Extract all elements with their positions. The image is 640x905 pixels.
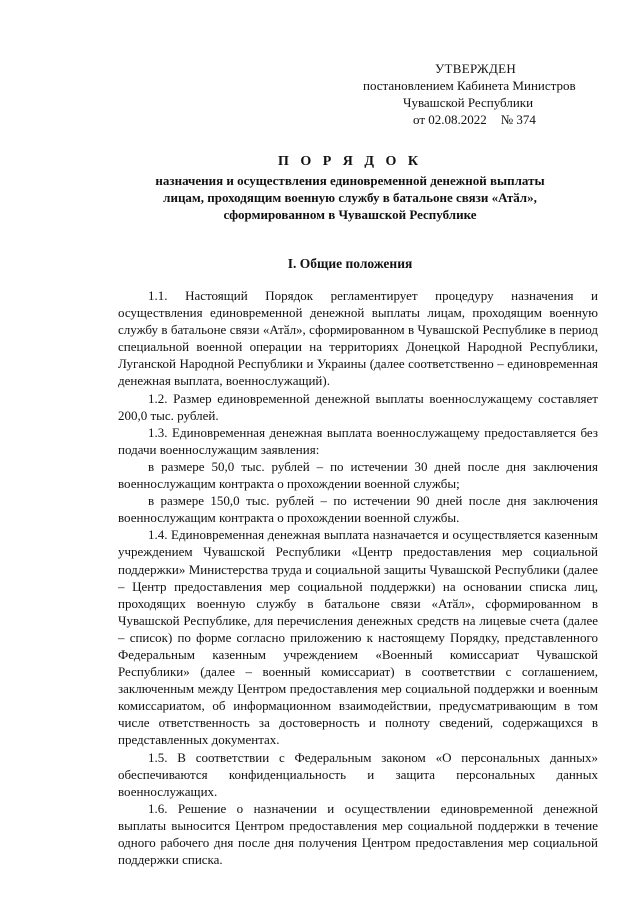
approval-region: Чувашской Республики <box>403 95 534 110</box>
title-subtitle-line-3: сформированном в Чувашской Республике <box>223 207 477 222</box>
approval-date-number <box>355 111 615 128</box>
paragraph-1-1: 1.1. Настоящий Порядок регламентирует процедуру назначения и осуществления единовременной денежной выплаты лицам, проходящим военную службу в батальоне связи «Атӑл», сформированном в Чувашской Республике в период специальной военной операции на территориях Донецкой Народной Республики, Луганской Народной Республики и Украины (далее соответственно – единовременная денежная выплата, военнослужащий). <box>118 288 598 389</box>
approval-authority: постановлением Кабинета Министров <box>363 78 576 93</box>
title-main: П О Р Я Д О К <box>277 154 423 169</box>
paragraph-1-3-item-1: в размере 50,0 тыс. рублей – по истечении 30 дней после дня заключения военнослужащим контракта о прохождении военной службы; <box>118 458 598 492</box>
paragraph-1-2: 1.2. Размер единовременной денежной выплаты военнослужащему составляет 200,0 тыс. рублей. <box>118 390 598 423</box>
paragraph-1-3: 1.3. Единовременная денежная выплата военнослужащему предоставляется без подачи военнослужащим заявления: <box>118 424 598 457</box>
title-subtitle-line-2: лицам, проходящим военную службу в батальоне связи «Атӑл», <box>163 190 537 205</box>
paragraph-1-3-item-2: в размере 150,0 тыс. рублей – по истечении 90 дней после дня заключения военнослужащим контракта о прохождении военной службы. <box>118 493 598 526</box>
document-title <box>100 152 600 223</box>
title-subtitle-line-1: назначения и осуществления единовременной денежной выплаты <box>155 173 545 188</box>
approval-heading: УТВЕРЖДЕН <box>435 61 517 76</box>
document-body <box>118 287 598 868</box>
paragraph-1-4: 1.4. Единовременная денежная выплата назначается и осуществляется казенным учреждением Чувашской Республики «Центр предоставления мер социальной поддержки» Министерства труда и социальной защиты Чувашской Республики (далее – Центр предоставления мер социальной поддержки) на основании списка лиц, проходящих военную службу в батальоне связи «Атӑл», сформированном в Чувашской Республике, для перечисления денежных средств на лицевые счета (далее – список) по форме согласно приложению к настоящему Порядку, представленного Федеральным казенным учреждением «Военный комиссариат Чувашской Республики» (далее – военный комиссариат) в соответствии с соглашением, заключенным между Центром предоставления мер социальной поддержки и военным комиссариатом, об информационном взаимодействии, предусматривающим в том числе ответственность за достоверность и полноту сведений, содержащихся в представленных документах. <box>118 527 598 748</box>
paragraph-1-6: 1.6. Решение о назначении и осуществлении единовременной денежной выплаты выносится Центром предоставления мер социальной поддержки в течение одного рабочего дня после дня получения Центром предоставления мер социальной поддержки списка. <box>118 800 598 868</box>
approval-block <box>355 60 615 128</box>
paragraph-1-5: 1.5. В соответствии с Федеральным законом «О персональных данных» обеспечиваются конфиденциальность и защита персональных данных военнослужащих. <box>118 749 598 799</box>
approval-number: № 374 <box>500 112 536 127</box>
section-heading: I. Общие положения <box>287 256 413 271</box>
approval-date: от 02.08.2022 <box>413 112 487 127</box>
